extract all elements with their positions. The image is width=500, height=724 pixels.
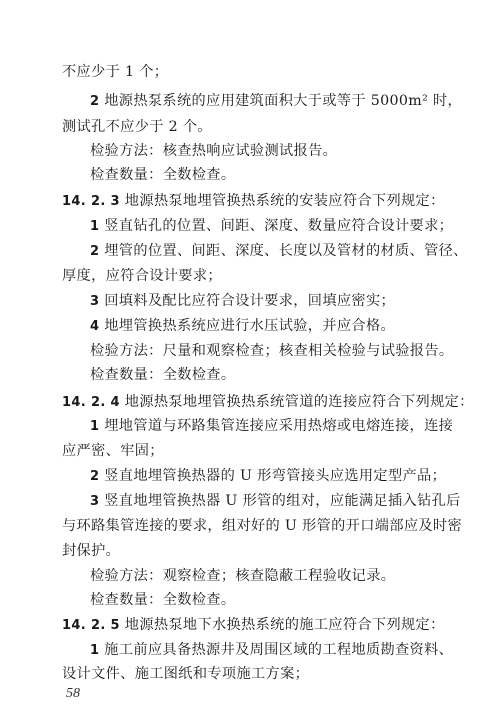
clause-heading: 14. 2. 3 地源热泵地埋管换热系统的安装应符合下列规定： (62, 193, 445, 209)
text-line: 不应少于 1 个； (62, 64, 169, 80)
text-line: 4 地埋管换热系统应进行水压试验，并应合格。 (90, 318, 396, 334)
item-number: 4 (90, 319, 100, 334)
text-line: 设计文件、施工图纸和专项施工方案； (62, 666, 310, 682)
text-line: 厚度，应符合设计要求； (62, 268, 222, 284)
text-line: 检查数量：全数检查。 (90, 592, 236, 608)
text-line: 3 回填料及配比应符合设计要求，回填应密实； (90, 293, 396, 309)
text-line: 封保护。 (62, 543, 121, 559)
item-number: 1 (90, 643, 100, 658)
item-number: 2 (90, 469, 100, 484)
clause-number: 14. 2. 4 (62, 395, 120, 410)
text-line: 应严密、牢固； (62, 443, 164, 459)
clause-heading: 14. 2. 5 地源热泵地下水换热系统的施工应符合下列规定： (62, 617, 445, 633)
text-line: 2 地源热泵系统的应用建筑面积大于或等于 5000m² 时， (90, 93, 463, 109)
page-number: 58 (66, 686, 80, 701)
text-line: 2 竖直地埋管换热器的 U 形弯管接头应选用定型产品； (90, 468, 447, 484)
item-number: 2 (90, 244, 100, 259)
clause-number: 14. 2. 3 (62, 194, 120, 209)
text-line: 检查数量：全数检查。 (90, 167, 236, 183)
text-line: 检验方法：核查热响应试验测试报告。 (90, 143, 338, 159)
text-line: 1 竖直钻孔的位置、间距、深度、数量应符合设计要求； (90, 218, 454, 234)
item-number: 2 (90, 94, 100, 109)
text-line: 1 施工前应具备热源井及周围区域的工程地质勘查资料、 (90, 642, 454, 658)
text-line: 与环路集管连接的要求，组对好的 U 形管的开口端部应及时密 (62, 518, 463, 534)
text-line: 检查数量：全数检查。 (90, 367, 236, 383)
text-line: 3 竖直地埋管换热器 U 形管的组对，应能满足插入钻孔后 (90, 493, 461, 509)
item-number: 1 (90, 219, 100, 234)
item-number: 3 (90, 494, 100, 509)
text-line: 测试孔不应少于 2 个。 (62, 119, 212, 135)
item-number: 1 (90, 419, 100, 434)
text-line: 检验方法：观察检查；核查隐蔽工程验收记录。 (90, 568, 396, 584)
clause-heading: 14. 2. 4 地源热泵地埋管换热系统管道的连接应符合下列规定： (62, 394, 474, 410)
text-line: 检验方法：尺量和观察检查；核查相关检验与试验报告。 (90, 343, 454, 359)
item-number: 3 (90, 294, 100, 309)
clause-number: 14. 2. 5 (62, 618, 120, 633)
text-line: 2 埋管的位置、间距、深度、长度以及管材的材质、管径、 (90, 243, 468, 259)
text-line: 1 埋地管道与环路集管连接应采用热熔或电熔连接，连接 (90, 418, 454, 434)
